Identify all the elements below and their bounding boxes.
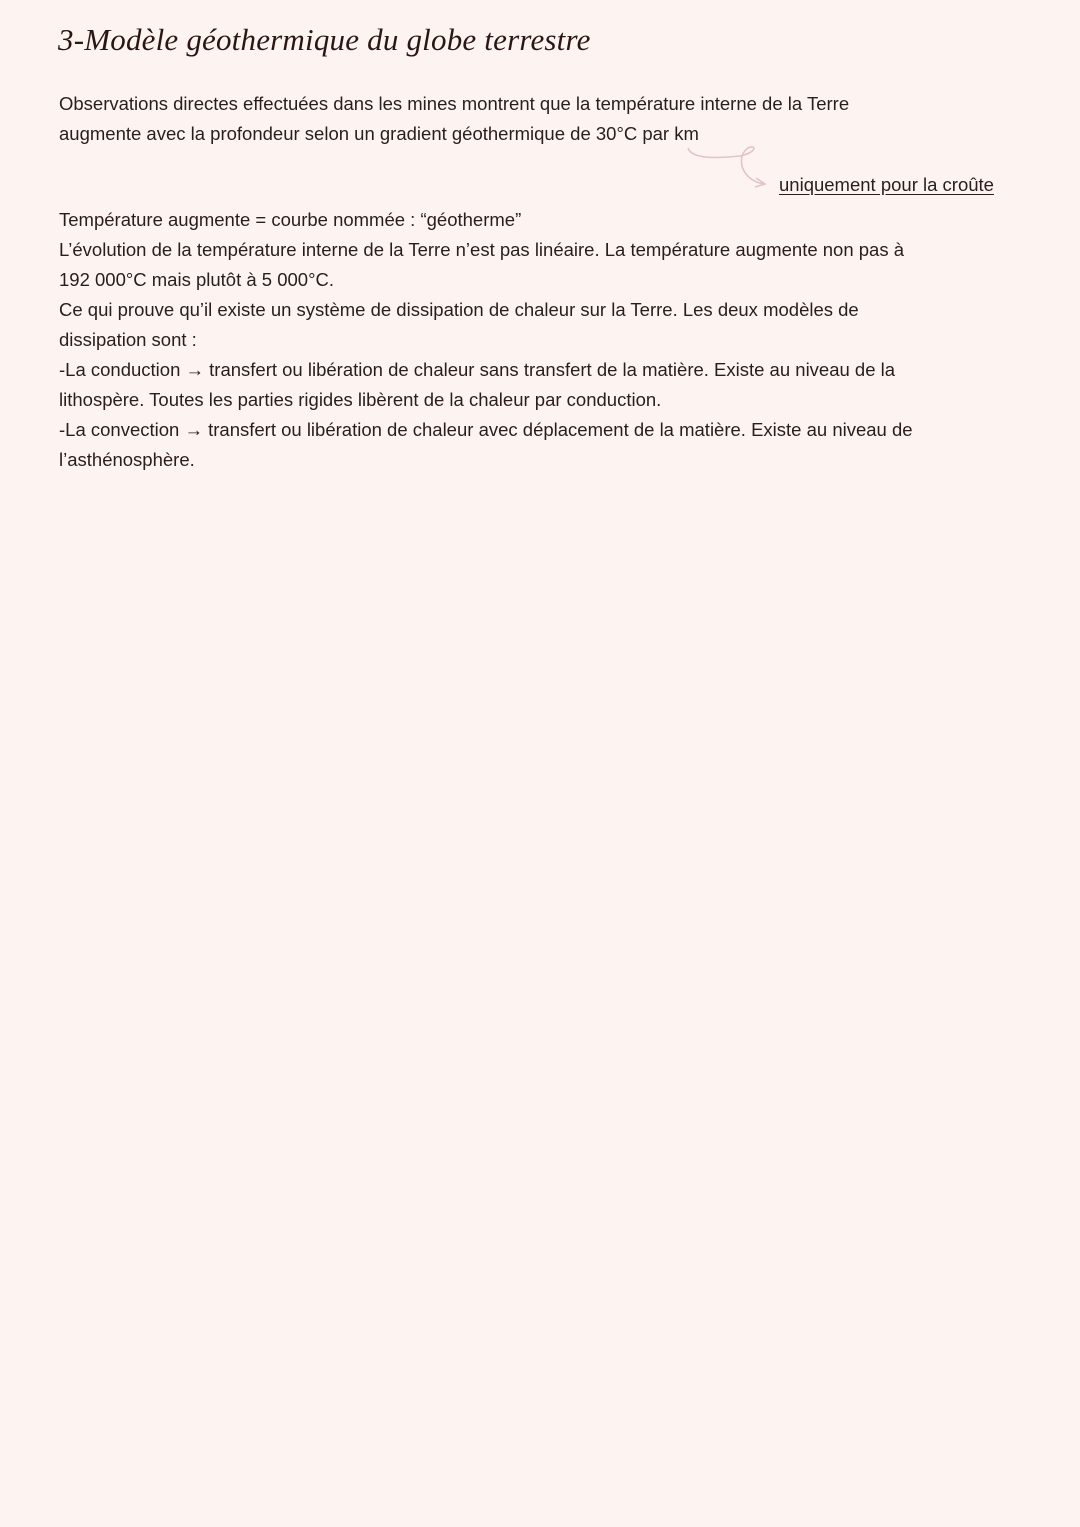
text-line: Température augmente = courbe nommée : “géotherme”	[59, 209, 522, 230]
text-line: Observations directes effectuées dans les mines montrent que la température interne de la Terre	[59, 93, 850, 114]
text-line: -La convection → transfert ou libération de chaleur avec déplacement de la matière. Existe au niveau de	[59, 419, 913, 440]
text-line: Ce qui prouve qu’il existe un système de dissipation de chaleur sur la Terre. Les deux modèles de	[59, 299, 859, 320]
intro-paragraph	[59, 89, 1044, 149]
section-title: 3-Modèle géothermique du globe terrestre	[58, 22, 591, 57]
text-line: -La conduction → transfert ou libération de chaleur sans transfert de la matière. Existe au niveau de la	[59, 359, 896, 380]
text-line: l’asthénosphère.	[59, 449, 195, 470]
text-line: L’évolution de la température interne de la Terre n’est pas linéaire. La température augmente non pas à	[59, 239, 905, 260]
annotation-note: uniquement pour la croûte	[779, 174, 994, 195]
text-line: augmente avec la profondeur selon un gradient géothermique de 30°C par km	[59, 123, 699, 144]
text-line: dissipation sont :	[59, 329, 197, 350]
text-line: lithospère. Toutes les parties rigides libèrent de la chaleur par conduction.	[59, 389, 662, 410]
text-line: 192 000°C mais plutôt à 5 000°C.	[59, 269, 334, 290]
curved-arrow-icon	[680, 140, 780, 192]
body-paragraph	[59, 205, 1044, 475]
